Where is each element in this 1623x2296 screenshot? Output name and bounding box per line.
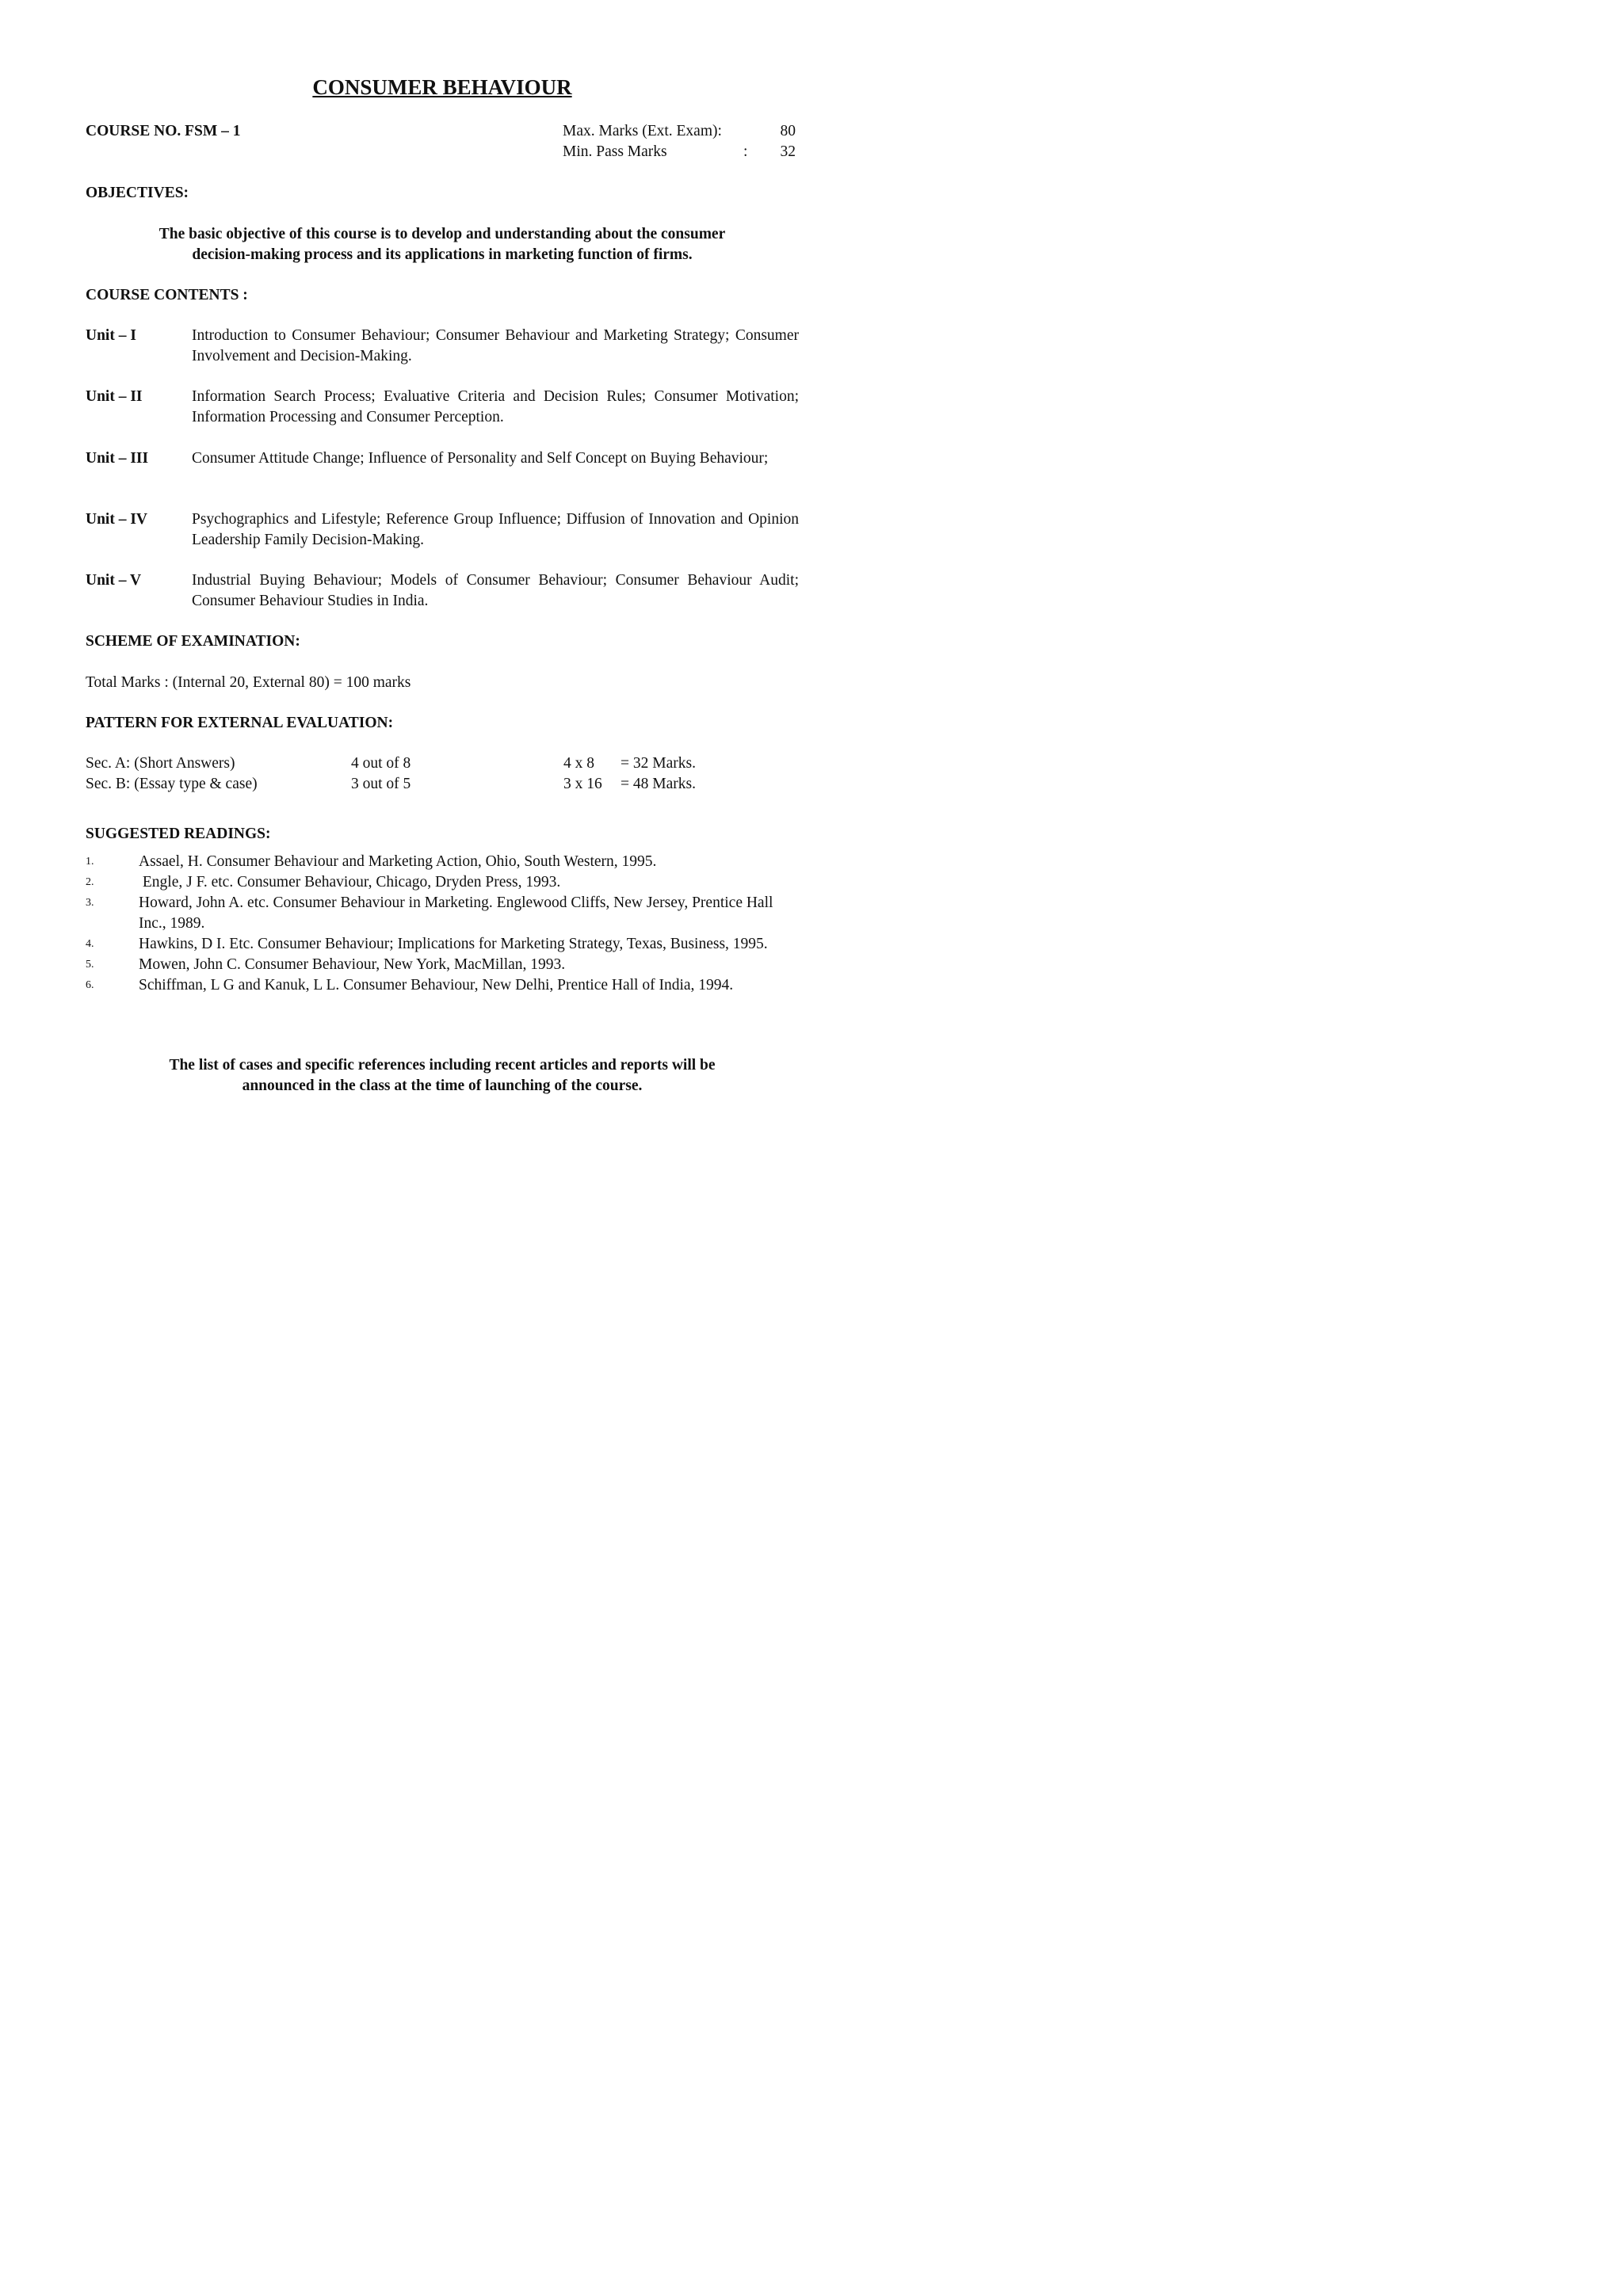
readings-list [86, 852, 799, 996]
unit-description: Consumer Attitude Change; Influence of Personality and Self Concept on Buying Behaviour; [192, 450, 769, 467]
pattern-section: Sec. B: (Essay type & case) [86, 776, 258, 792]
unit-name: Unit – III [86, 450, 149, 467]
reading-text: Hawkins, D I. Etc. Consumer Behaviour; Implications for Marketing Strategy, Texas, Business, 1995. [139, 936, 768, 952]
reading-item [86, 872, 799, 893]
scheme-heading: SCHEME OF EXAMINATION: [86, 633, 300, 650]
min-marks-value: 32 [780, 143, 796, 160]
unit-name: Unit – I [86, 327, 136, 344]
pattern-heading: PATTERN FOR EXTERNAL EVALUATION: [86, 715, 394, 731]
reading-number: 2. [86, 876, 94, 888]
unit-item [86, 387, 799, 428]
course-contents-heading: COURSE CONTENTS : [86, 287, 248, 303]
pattern-section: Sec. A: (Short Answers) [86, 755, 235, 772]
course-number: COURSE NO. FSM – 1 [86, 123, 241, 139]
pattern-row [86, 774, 799, 795]
footer-line-1: The list of cases and specific references including recent articles and reports will be [169, 1057, 716, 1074]
pattern-row [86, 753, 799, 774]
unit-item [86, 509, 799, 551]
unit-name: Unit – V [86, 572, 142, 589]
pattern-calc: 4 x 8 [563, 755, 594, 772]
reading-number: 4. [86, 938, 94, 950]
marks-info [563, 121, 796, 162]
reading-item [86, 893, 799, 934]
unit-description: Industrial Buying Behaviour; Models of Consumer Behaviour; Consumer Behaviour Audit; Consumer Behaviour Studies in India. [192, 572, 799, 609]
pattern-calc: 3 x 16 [563, 776, 602, 792]
reading-text: Schiffman, L G and Kanuk, L L. Consumer Behaviour, New Delhi, Prentice Hall of India, 1994. [139, 977, 734, 994]
objectives-text [86, 224, 799, 265]
page-title: CONSUMER BEHAVIOUR [312, 75, 572, 99]
unit-description: Psychographics and Lifestyle; Reference Group Influence; Diffusion of Innovation and Opinion Leadership Family Decision-Making. [192, 511, 799, 548]
min-marks-colon: : [743, 143, 748, 160]
min-marks-label: Min. Pass Marks [563, 143, 667, 160]
reading-text: Howard, John A. etc. Consumer Behaviour in Marketing. Englewood Cliffs, New Jersey, Prentice Hall Inc., 1989. [139, 894, 773, 932]
reading-text: Engle, J F. etc. Consumer Behaviour, Chicago, Dryden Press, 1993. [139, 874, 561, 891]
reading-item [86, 955, 799, 975]
objectives-heading: OBJECTIVES: [86, 185, 189, 201]
pattern-result: = 48 Marks. [621, 776, 696, 792]
objectives-line-2: decision-making process and its applications in marketing function of firms. [192, 246, 693, 263]
unit-item [86, 448, 799, 469]
unit-name: Unit – II [86, 388, 143, 405]
max-marks-value: 80 [780, 123, 796, 139]
unit-description: Introduction to Consumer Behaviour; Consumer Behaviour and Marketing Strategy; Consumer Involvement and Decision-Making. [192, 327, 799, 364]
unit-name: Unit – IV [86, 511, 148, 528]
reading-item [86, 852, 799, 872]
reading-number: 1. [86, 856, 94, 868]
unit-item [86, 570, 799, 612]
readings-heading: SUGGESTED READINGS: [86, 826, 271, 842]
reading-item [86, 934, 799, 955]
reading-number: 5. [86, 959, 94, 971]
footer-line-2: announced in the class at the time of launching of the course. [242, 1077, 643, 1094]
unit-description: Information Search Process; Evaluative Criteria and Decision Rules; Consumer Motivation; Information Processing and Consumer Perception. [192, 388, 799, 425]
reading-number: 6. [86, 979, 94, 991]
objectives-line-1: The basic objective of this course is to develop and understanding about the consumer [158, 226, 726, 242]
reading-text: Assael, H. Consumer Behaviour and Marketing Action, Ohio, South Western, 1995. [139, 853, 657, 870]
unit-item [86, 326, 799, 367]
max-marks-row [563, 121, 796, 142]
scheme-text: Total Marks : (Internal 20, External 80) = 100 marks [86, 674, 411, 691]
pattern-choice: 3 out of 5 [351, 776, 411, 792]
pattern-choice: 4 out of 8 [351, 755, 411, 772]
reading-text: Mowen, John C. Consumer Behaviour, New York, MacMillan, 1993. [139, 956, 566, 973]
reading-number: 3. [86, 897, 94, 909]
min-marks-row [563, 142, 796, 162]
pattern-result: = 32 Marks. [621, 755, 696, 772]
footer-note [86, 1055, 799, 1097]
max-marks-label: Max. Marks (Ext. Exam): [563, 123, 722, 139]
reading-item [86, 975, 799, 996]
